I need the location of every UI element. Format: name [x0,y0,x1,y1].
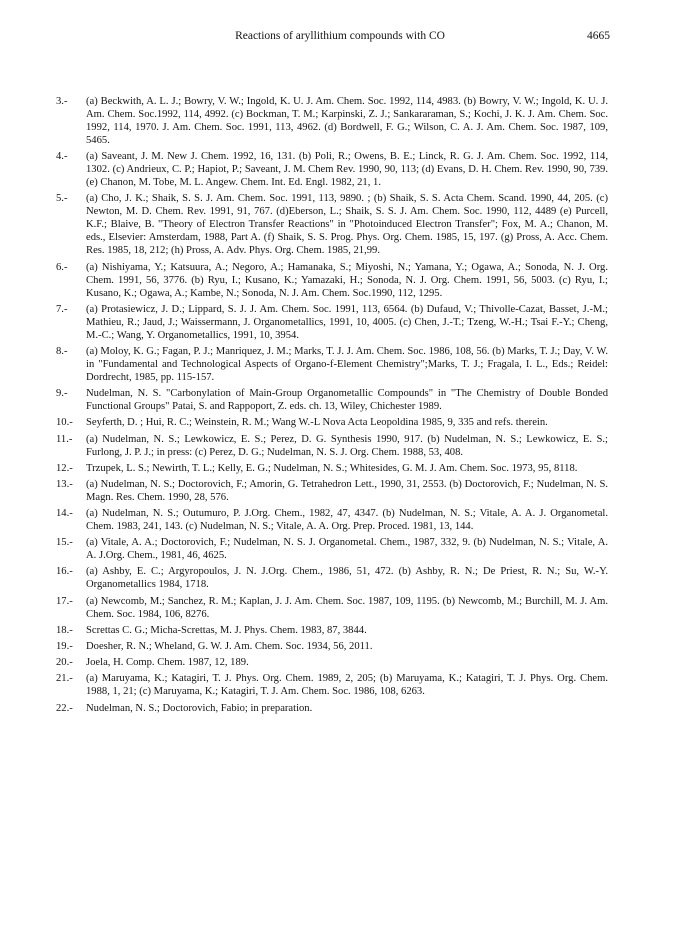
reference-number: 3.- [56,96,68,107]
reference-text: Doesher, R. N.; Wheland, G. W. J. Am. Chem. Soc. 1934, 56, 2011. [86,641,373,652]
reference-text: (a) Beckwith, A. L. J.; Bowry, V. W.; Ingold, K. U. J. Am. Chem. Soc. 1992, 114, 4983. (b) Bowry, V. W.; Ingold, K. U. J. Am. Chem. Soc.1992, 114, 4992. (c) Bockman, T. M.; Karpinski, Z. J.; Sankararaman, S.; Kochi, J. K. J. Am. Chem. Soc. 1992, 114, 1970. J. Am. Chem. Soc. 1991, 113, 4962. (d) Bordwell, F. G.; Wilson, C. A. J. Am. Chem. Soc. 1987, 109, 5465. [86,96,608,146]
reference-item [56,462,608,475]
reference-text: Screttas C. G.; Micha-Screttas, M. J. Phys. Chem. 1983, 87, 3844. [86,624,367,636]
reference-number: 22.- [56,702,73,714]
reference-item [56,536,608,562]
reference-text: Trzupek, L. S.; Newirth, T. L.; Kelly, E. G.; Nudelman, N. S.; Whitesides, G. M. J. Am. Chem. Soc. 1973, 95, 8118. [86,462,578,474]
reference-number: 10.- [56,417,73,429]
reference-item [56,624,608,637]
reference-text: (a) Cho, J. K.; Shaik, S. S. J. Am. Chem. Soc. 1991, 113, 9890. ; (b) Shaik, S. S. Acta Chem. Scand. 1990, 44, 205. (c) Newton, M. D. Chem. Rev. 1991, 91, 767. (d)Eberson, L.; Shaik, S. S. J. Am. Chem. Soc. 1990, 112, 4489 (e) Purcell, K.F.; Blaive, B. "Theory of Electron Transfer Reactions" in "Photoinduced Electron Transfer"; Fox, M. A.; Chanon, M. eds., Elsevier: Amsterdam, 1988, Part A. (f) Shaik, S. S. Prog. Phys. Org. Chem. 1985, 15, 197. (g) Pross, A. Acc. Chem. Res. 1985, 18, 212; (h) Pross, A. Adv. Phys. Org. Chem. 1985, 21,99. [86,193,608,257]
reference-number: 6.- [56,261,68,273]
reference-text: (a) Protasiewicz, J. D.; Lippard, S. J. J. Am. Chem. Soc. 1991, 113, 6564. (b) Dufaud, V.; Thivolle-Cazat, Basset, J.-M.; Mathieu, R.; Jaud, J.; Waissermann, J. Organometallics, 1991, 10, 4005. (c) Chen, J.-T.; Tzeng, W.-H.; Tsai F.-Y.; Cheng, M.-C.; Wang, Y. Organometallics, 1991, 10, 3954. [86,303,608,341]
reference-item [56,95,608,147]
reference-text: (a) Vitale, A. A.; Doctorovich, F.; Nudelman, N. S. J. Organometal. Chem., 1987, 332, 9. (b) Nudelman, N. S.; Vitale, A. A. J.Org. Chem., 1981, 46, 4625. [86,537,608,562]
reference-item [56,345,608,384]
reference-number: 20.- [56,657,73,669]
reference-text: (a) Saveant, J. M. New J. Chem. 1992, 16, 131. (b) Poli, R.; Owens, B. E.; Linck, R. G. J. Am. Chem. Soc. 1992, 114, 1302. (c) Andrieux, C. P.; Hapiot, P.; Saveant, J. M. Chem Rev. 1990, 90, 113; (d) Evans, D. H. Chem. Rev. 1990, 90, 739. (e) Chanon, M. Tobe, M. L. Angew. Chem. Int. Ed. Engl. 1982, 21, 1. [86,151,608,189]
reference-text: Nudelman, N. S.; Doctorovich, Fabio; in preparation. [86,702,313,714]
reference-item [56,192,608,257]
reference-number: 18.- [56,624,73,636]
reference-item [56,640,608,653]
reference-item [56,565,608,591]
reference-number: 17.- [56,595,73,607]
reference-number: 11.- [56,433,73,445]
reference-text: (a) Moloy, K. G.; Fagan, P. J.; Manriquez, J. M.; Marks, T. J. J. Am. Chem. Soc. 1986, 108, 56. (b) Marks, T. J.; Day, V. W. in "Fundamental and Technological Aspects of Organo-f-Element Chemistry";Marks, T. J.; Fragala, I. L., Eds.; Reidel: Dordrecht, 1985, pp. 115-157. [86,345,608,383]
page-number: 4665 [587,30,610,42]
running-title: Reactions of aryllithium compounds with CO [235,30,445,42]
reference-item [56,507,608,533]
reference-text: (a) Newcomb, M.; Sanchez, R. M.; Kaplan, J. J. Am. Chem. Soc. 1987, 109, 1195. (b) Newcomb, M.; Burchill, M. J. Am. Chem. Soc. 1984, 106, 8276. [86,595,608,620]
reference-text: (a) Nudelman, N. S.; Doctorovich, F.; Amorin, G. Tetrahedron Lett., 1990, 31, 2553. (b) Doctorovich, F.; Nudelman, N. S. Magn. Res. Chem. 1990, 28, 576. [86,478,608,503]
reference-item [56,261,608,300]
reference-item [56,595,608,621]
reference-text: (a) Nishiyama, Y.; Katsuura, A.; Negoro, A.; Hamanaka, S.; Miyoshi, N.; Yamana, Y.; Ogawa, A.; Sonoda, N. J. Org. Chem. 1991, 56, 3776. (b) Ryu, I.; Kusano, K.; Yamazaki, H.; Sonoda, N. J. Org. Chem. 1991, 56, 5003. (c) Ryu, I.; Kusano, K.; Ogawa, A.; Kambe, N.; Sonoda, N. J. Am. Chem. Soc.1990, 112, 1295. [86,261,608,299]
reference-item [56,672,608,698]
reference-text: Seyferth, D. ; Hui, R. C.; Weinstein, R. M.; Wang W.-L Nova Acta Leopoldina 1985, 9, 335 and refs. therein. [86,417,548,429]
reference-item [56,416,608,429]
reference-number: 8.- [56,345,68,357]
reference-item [56,656,608,669]
reference-number: 21.- [56,673,73,685]
reference-item [56,387,608,413]
reference-text: (a) Maruyama, K.; Katagiri, T. J. Phys. Org. Chem. 1989, 2, 205; (b) Maruyama, K.; Katagiri, T. J. Phys. Org. Chem. 1988, 1, 21; (c) Maruyama, K.; Katagiri, T. J. Am. Chem. Soc. 1986, 108, 6263. [86,673,608,698]
reference-text: (a) Ashby, E. C.; Argyropoulos, J. N. J.Org. Chem., 1986, 51, 472. (b) Ashby, R. N.; De Priest, R. N.; Su, W.-Y. Organometallics 1984, 1718. [86,566,608,591]
reference-item [56,433,608,459]
reference-item [56,478,608,504]
reference-number: 9.- [56,388,68,400]
reference-number: 15.- [56,537,73,549]
reference-number: 14.- [56,508,73,520]
reference-text: (a) Nudelman, N. S.; Outumuro, P. J.Org. Chem., 1982, 47, 4347. (b) Nudelman, N. S.; Vitale, A. A. J. Organometal. Chem. 1983, 241, 143. (c) Nudelman, N. S.; Vitale, A. A. Org. Prep. Proced. 1981, 13, 144. [86,508,608,533]
reference-number: 19.- [56,641,73,652]
reference-number: 12.- [56,462,73,474]
running-head [0,30,680,46]
reference-item [56,150,608,189]
reference-number: 16.- [56,566,73,578]
reference-number: 4.- [56,151,68,163]
reference-list [56,95,608,718]
reference-item [56,303,608,342]
reference-number: 5.- [56,193,68,205]
reference-item [56,702,608,715]
reference-text: Joela, H. Comp. Chem. 1987, 12, 189. [86,657,249,669]
reference-number: 13.- [56,478,73,490]
reference-text: Nudelman, N. S. "Carbonylation of Main-Group Organometallic Compounds" in "The Chemistry of Double Bonded Functional Groups" Patai, S. and Rappoport, Z. eds. ch. 13, Wiley, Chichester 1989. [86,388,608,413]
reference-text: (a) Nudelman, N. S.; Lewkowicz, E. S.; Perez, D. G. Synthesis 1990, 917. (b) Nudelman, N. S.; Lewkowicz, E. S.; Furlong, J. P. J.; in press: (c) Perez, D. G.; Nudelman, N. S. J. Org. Chem. 1988, 53, 408. [86,433,608,458]
reference-number: 7.- [56,303,68,315]
